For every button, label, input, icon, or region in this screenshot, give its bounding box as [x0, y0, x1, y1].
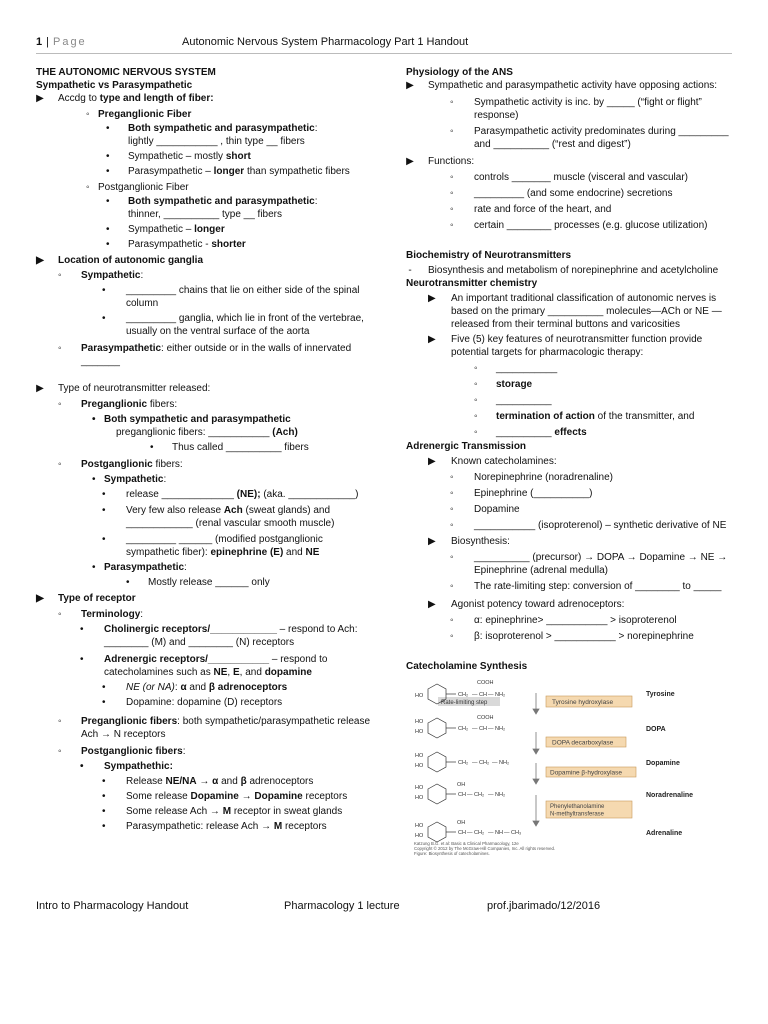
svg-text:CH₂: CH₂ [458, 726, 469, 732]
list-item: ◦ __________ [474, 395, 552, 406]
page-number: 1 [36, 36, 43, 48]
svg-text:COOH: COOH [477, 715, 494, 721]
subheading: Sympathetic vs Parasympathetic [36, 80, 193, 91]
list-item: ◦ The rate-limiting step: conversion of ________ to _____ [450, 581, 722, 592]
list-item: ▶ Accdg to type and length of fiber: [36, 93, 214, 104]
svg-text:CH: CH [458, 830, 466, 836]
section-heading: Biochemistry of Neurotransmitters [406, 250, 572, 261]
list-item: • Both sympathetic and parasympathetic: [106, 196, 318, 207]
list-item: • Both sympathetic and parasympathetic: [106, 123, 318, 134]
list-item: ◦ Parasympathetic: either outside or in the walls of innervated _______ [58, 343, 352, 367]
list-item: ◦ Norepinephrine (noradrenaline) [450, 472, 613, 483]
list-item: ▶ Five (5) key features of neurotransmitter function provide potential targets for pharmacologic therapy: [428, 334, 703, 358]
benzene-ring [428, 752, 446, 772]
list-item: ▶ Biosynthesis: [428, 536, 510, 547]
page-word: Page [52, 36, 87, 48]
list-item: ◦ certain ________ processes (e.g. glucose utilization) [450, 220, 708, 231]
list-item: ▶ Type of neurotransmitter released: [36, 383, 211, 394]
list-item: ◦ Parasympathetic activity predominates during _________ and __________ (“rest and digest”) [450, 126, 729, 150]
list-item: • Dopamine: dopamine (D) receptors [102, 697, 283, 708]
svg-text:—: — [488, 792, 494, 798]
svg-text:CH₂: CH₂ [474, 792, 485, 798]
list-item: ◦ Preganglionic Fiber [86, 109, 192, 120]
enzyme-label: Dopamine β-hydroxylase [550, 769, 623, 777]
list-item: ▶ Type of receptor [36, 593, 136, 604]
svg-text:NH₂: NH₂ [495, 792, 506, 798]
list-item: ▶ Known catecholamines: [428, 456, 557, 467]
footer-left: Intro to Pharmacology Handout [36, 900, 189, 912]
svg-text:HO: HO [415, 785, 424, 791]
synthesis-pathway-diagram [408, 677, 730, 857]
list-item: • Thus called __________ fibers [150, 442, 309, 453]
list-item: • Parasympathetic: [92, 562, 187, 573]
list-item: ◦ rate and force of the heart, and [450, 204, 612, 215]
svg-text:—: — [472, 760, 478, 766]
figure-title: Catecholamine Synthesis [406, 661, 528, 672]
svg-text:CH₃: CH₃ [511, 830, 522, 836]
list-item: • Sympathetic: [92, 474, 167, 485]
section-heading: THE AUTONOMIC NERVOUS SYSTEM [36, 67, 216, 78]
svg-text:HO: HO [415, 729, 424, 735]
list-item: ◦ β: isoproterenol > ___________ > norepinephrine [450, 631, 694, 642]
svg-text:CH₂: CH₂ [474, 830, 485, 836]
figure-caption: Figure: Biosynthesis of catecholamines. [414, 851, 490, 856]
svg-text:HO: HO [415, 833, 424, 839]
tyrosine-label: Tyrosine [646, 691, 675, 698]
left-column [36, 66, 372, 833]
list-item: ◦ Preganglionic fibers: [58, 399, 178, 410]
figure-caption: Katzung B.G. et al: Basic & Clinical Pharmacology, 12e [414, 841, 519, 846]
list-item: ◦ ___________ (isoproterenol) – synthetic derivative of NE [450, 520, 727, 531]
header-rule [36, 53, 732, 54]
list-item: - Biosynthesis and metabolism of norepinephrine and acetylcholine [408, 265, 719, 276]
list-item: • Very few also release Ach (sweat glands) and ____________ (renal vascular smooth muscle) [102, 505, 335, 529]
svg-text:—: — [467, 792, 473, 798]
figure-caption: Copyright © 2012 by The McGraw-Hill Companies, Inc. All rights reserved. [414, 846, 556, 851]
svg-text:NH₂: NH₂ [495, 726, 506, 732]
svg-text:OH: OH [457, 782, 466, 788]
list-item: • Both sympathetic and parasympathetic [92, 414, 291, 425]
benzene-ring [428, 784, 446, 804]
list-item: • release _____________ (NE); (aka. ____________) [102, 489, 359, 500]
svg-text:CH: CH [479, 726, 487, 732]
list-item: • Cholinergic receptors/____________ – respond to Ach: ________ (M) and ________ (N) receptors [80, 624, 358, 648]
right-column [406, 66, 732, 857]
svg-text:HO: HO [415, 753, 424, 759]
svg-text:—: — [492, 760, 498, 766]
header-separator: | [46, 36, 49, 48]
list-item: ◦ termination of action of the transmitter, and [474, 411, 695, 422]
svg-text:HO: HO [415, 719, 424, 725]
list-item: • Parasympathetic – longer than sympathetic fibers [106, 166, 350, 177]
list-item: ▶ An important traditional classification of autonomic nerves is based on the primary __________ molecules—ACh or NE —released from their terminal buttons and varicosities [428, 293, 722, 330]
header-title: Autonomic Nervous System Pharmacology Part 1 Handout [182, 36, 469, 48]
svg-text:OH: OH [457, 820, 466, 826]
svg-text:CH: CH [458, 792, 466, 798]
svg-text:—: — [467, 830, 473, 836]
list-item: ◦ Postganglionic fibers: [58, 746, 186, 757]
enzyme-label: DOPA decarboxylase [552, 739, 614, 747]
list-item: ◦ Preganglionic fibers: both sympathetic/parasympathetic release Ach → N receptors [58, 716, 371, 740]
list-item: ◦ _________ (and some endocrine) secretions [450, 188, 673, 199]
list-item: ◦ Sympathetic: [58, 270, 144, 281]
list-item: ▶ Functions: [406, 156, 475, 167]
enzyme-label: Tyrosine hydroxylase [552, 699, 614, 706]
section-heading: Neurotransmitter chemistry [406, 278, 538, 289]
list-item: • Parasympathetic - shorter [106, 239, 246, 250]
list-item: • Sympathethic: [80, 761, 173, 772]
list-item: lightly ___________ , thin type __ fibers [128, 136, 305, 147]
list-item: ◦ α: epinephrine> ___________ > isoproterenol [450, 615, 677, 626]
list-item: ◦ storage [474, 379, 533, 390]
svg-text:—: — [488, 726, 494, 732]
svg-text:HO: HO [415, 693, 424, 699]
svg-text:COOH: COOH [477, 680, 494, 686]
svg-text:—: — [488, 830, 494, 836]
svg-text:HO: HO [415, 763, 424, 769]
list-item: ◦ Postganglionic Fiber [86, 182, 189, 193]
list-item: • _________ chains that lie on either side of the spinal column [102, 285, 360, 309]
svg-text:CH₂: CH₂ [458, 692, 469, 698]
list-item: • _________ ______ (modified postganglionic sympathetic fiber): epinephrine (E) and NE [102, 534, 323, 558]
svg-text:CH: CH [479, 692, 487, 698]
svg-text:HO: HO [415, 823, 424, 829]
adrenaline-label: Adrenaline [646, 830, 683, 837]
enzyme-label: N-methyltransferase [550, 811, 605, 818]
svg-text:CH₂: CH₂ [479, 760, 490, 766]
list-item: • Some release Ach → M receptor in sweat glands [102, 806, 343, 817]
list-item: ▶ Location of autonomic ganglia [36, 255, 203, 266]
list-item: • Some release Dopamine → Dopamine receptors [102, 791, 348, 802]
list-item: ◦ controls _______ muscle (visceral and vascular) [450, 172, 688, 183]
list-item: • Adrenergic receptors/___________ – respond to catecholamines such as NE, E, and dopamine [80, 654, 328, 678]
section-heading: Physiology of the ANS [406, 67, 513, 78]
footer-right: prof.jbarimado/12/2016 [487, 900, 601, 912]
page-header [36, 36, 732, 48]
list-item: ◦ __________ (precursor) → DOPA → Dopamine → NE → Epinephrine (adrenal medulla) [450, 552, 728, 576]
list-item: ◦ Dopamine [450, 504, 520, 515]
list-item: ◦ Epinephrine (__________) [450, 488, 593, 499]
svg-text:—: — [472, 726, 478, 732]
dopa-label: DOPA [646, 726, 666, 733]
list-item: ◦ __________ effects [474, 427, 587, 438]
list-item: thinner, __________ type __ fibers [128, 209, 283, 220]
list-item: • NE (or NA): α and β adrenoceptors [102, 682, 288, 693]
svg-text:—: — [488, 692, 494, 698]
rate-limiting-label: Rate-limiting step [441, 700, 488, 706]
list-item: • Sympathetic – mostly short [106, 151, 251, 162]
list-item: ▶ Sympathetic and parasympathetic activity have opposing actions: [406, 80, 718, 91]
dopamine-label: Dopamine [646, 760, 680, 767]
svg-text:NH₂: NH₂ [499, 760, 510, 766]
svg-text:—: — [472, 692, 478, 698]
list-item: • _________ ganglia, which lie in front of the vertebrae, usually on the ventral surface of the aorta [102, 313, 364, 337]
footer-middle: Pharmacology 1 lecture [284, 900, 400, 912]
list-item: ◦ Terminology: [58, 609, 144, 620]
list-item: ◦ Sympathetic activity is inc. by _____ (“fight or flight” response) [450, 97, 702, 121]
enzyme-label: Phenylethanolamine [550, 804, 605, 810]
list-item: • Parasympathetic: release Ach → M receptors [102, 821, 327, 832]
svg-text:NH: NH [495, 830, 503, 836]
benzene-ring [428, 822, 446, 842]
list-item: • Mostly release ______ only [126, 577, 270, 588]
list-item: ▶ Agonist potency toward adrenoceptors: [428, 599, 625, 610]
benzene-ring [428, 718, 446, 738]
svg-text:NH₂: NH₂ [495, 692, 506, 698]
list-item: • Release NE/NA → α and β adrenoceptors [102, 776, 314, 787]
catecholamine-synthesis-figure [406, 677, 732, 857]
section-heading: Adrenergic Transmission [406, 441, 527, 452]
svg-text:HO: HO [415, 795, 424, 801]
list-item: ◦ Postganglionic fibers: [58, 459, 183, 470]
noradrenaline-label: Noradrenaline [646, 792, 694, 799]
svg-text:CH₂: CH₂ [458, 760, 469, 766]
svg-text:—: — [504, 830, 510, 836]
list-item: • Sympathetic – longer [106, 224, 225, 235]
list-item: preganglionic fibers: ___________ (Ach) [116, 427, 298, 438]
list-item: ◦ ___________ [474, 363, 558, 374]
